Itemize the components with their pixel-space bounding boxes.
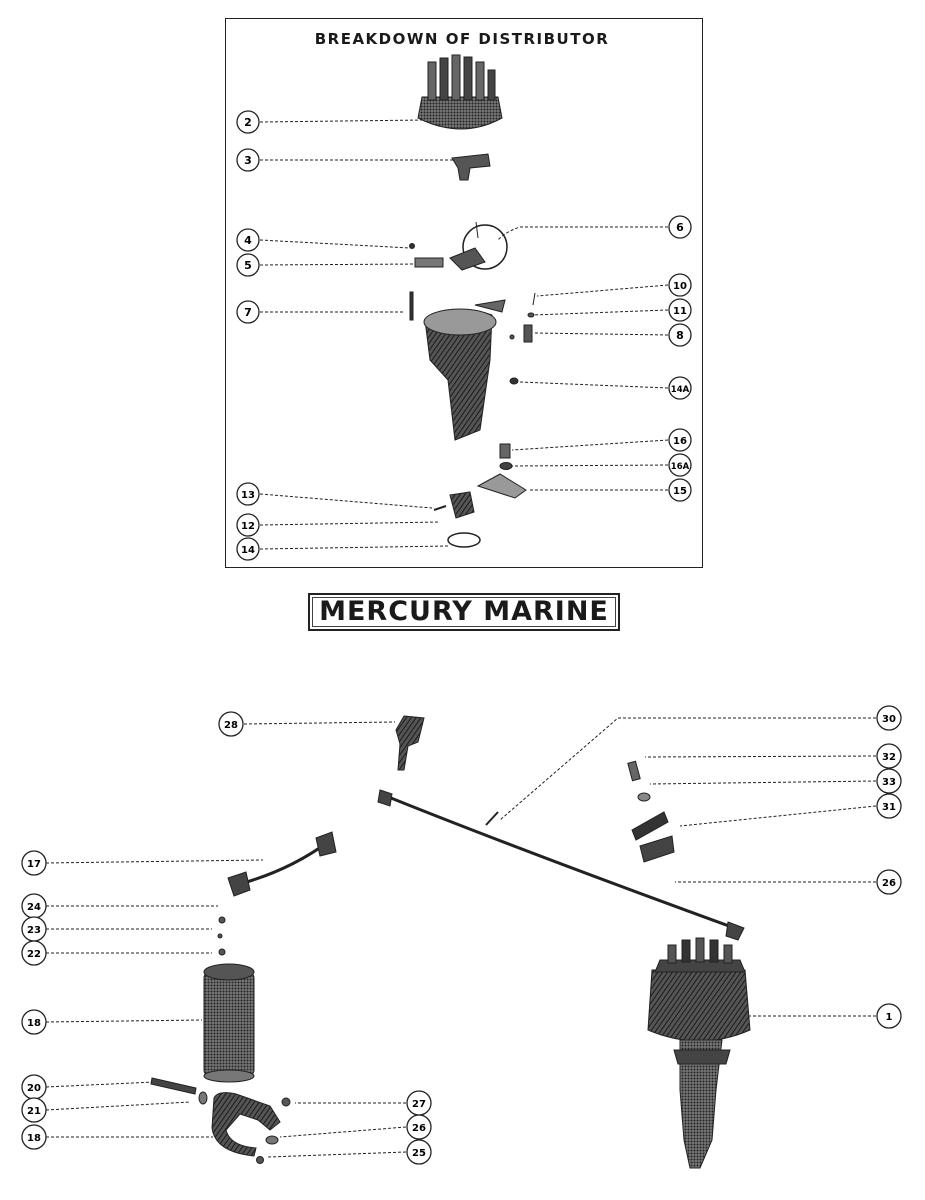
callout-22 bbox=[22, 941, 46, 965]
hold-down-parts bbox=[478, 444, 526, 498]
callout-1 bbox=[877, 1004, 901, 1028]
brand-name: MERCURY MARINE bbox=[319, 596, 609, 627]
svg-text:4: 4 bbox=[244, 234, 252, 247]
svg-text:32: 32 bbox=[882, 752, 896, 763]
callout-11 bbox=[669, 299, 691, 321]
distributor-assembly bbox=[648, 938, 750, 1168]
callout-16a bbox=[669, 454, 691, 476]
long-ignition-wire bbox=[378, 790, 744, 940]
svg-text:33: 33 bbox=[882, 777, 896, 788]
svg-text:10: 10 bbox=[673, 281, 687, 292]
callout-14 bbox=[237, 538, 259, 560]
svg-text:23: 23 bbox=[27, 925, 41, 936]
svg-text:3: 3 bbox=[244, 154, 252, 167]
svg-text:15: 15 bbox=[673, 486, 687, 497]
callout-33 bbox=[877, 769, 901, 793]
callout-2 bbox=[237, 111, 259, 133]
svg-text:16: 16 bbox=[673, 436, 687, 447]
callout-30 bbox=[877, 706, 901, 730]
callout-20 bbox=[22, 1075, 46, 1099]
callout-28 bbox=[219, 712, 243, 736]
svg-text:13: 13 bbox=[241, 490, 255, 501]
callout-26-wire bbox=[877, 870, 901, 894]
callout-23 bbox=[22, 917, 46, 941]
svg-text:31: 31 bbox=[882, 802, 896, 813]
distributor-cap bbox=[418, 55, 502, 129]
callout-15 bbox=[669, 479, 691, 501]
svg-text:21: 21 bbox=[27, 1106, 41, 1117]
callout-32 bbox=[877, 744, 901, 768]
svg-text:12: 12 bbox=[241, 521, 255, 532]
callout-13 bbox=[237, 483, 259, 505]
svg-text:30: 30 bbox=[882, 714, 896, 725]
leader-lines-lower bbox=[46, 718, 876, 1157]
callout-25 bbox=[407, 1140, 431, 1164]
coil-boot bbox=[396, 716, 424, 770]
svg-text:17: 17 bbox=[27, 859, 41, 870]
svg-text:2: 2 bbox=[244, 116, 252, 129]
callout-6 bbox=[669, 216, 691, 238]
svg-text:26: 26 bbox=[412, 1123, 426, 1134]
svg-text:22: 22 bbox=[27, 949, 41, 960]
callout-8 bbox=[669, 324, 691, 346]
svg-text:28: 28 bbox=[224, 720, 238, 731]
callout-18-coil bbox=[22, 1010, 46, 1034]
svg-text:8: 8 bbox=[676, 329, 684, 342]
svg-text:16A: 16A bbox=[670, 462, 690, 472]
clip-hardware bbox=[628, 761, 674, 862]
svg-text:25: 25 bbox=[412, 1148, 426, 1159]
svg-text:20: 20 bbox=[27, 1083, 41, 1094]
callout-27 bbox=[407, 1091, 431, 1115]
svg-text:18: 18 bbox=[27, 1133, 41, 1144]
callout-12 bbox=[237, 514, 259, 536]
short-coil-wire bbox=[228, 832, 336, 896]
svg-text:6: 6 bbox=[676, 221, 684, 234]
drive-gear-parts bbox=[434, 492, 480, 547]
breakdown-title: BREAKDOWN OF DISTRIBUTOR bbox=[314, 30, 610, 48]
small-parts-right bbox=[510, 293, 535, 384]
svg-text:11: 11 bbox=[673, 306, 687, 317]
callout-7 bbox=[237, 301, 259, 323]
callout-17 bbox=[22, 851, 46, 875]
svg-text:7: 7 bbox=[244, 306, 252, 319]
callout-5 bbox=[237, 254, 259, 276]
callout-26-washer bbox=[407, 1115, 431, 1139]
breaker-plate-assembly bbox=[410, 222, 508, 270]
rotor bbox=[452, 154, 490, 180]
svg-text:14: 14 bbox=[241, 545, 255, 556]
distributor-housing bbox=[410, 292, 505, 440]
svg-text:5: 5 bbox=[244, 259, 252, 272]
callout-16 bbox=[669, 429, 691, 451]
callout-10 bbox=[669, 274, 691, 296]
callout-24 bbox=[22, 894, 46, 918]
coil-bracket-hardware bbox=[151, 1078, 290, 1164]
svg-text:27: 27 bbox=[412, 1099, 426, 1110]
svg-text:1: 1 bbox=[885, 1012, 893, 1023]
ignition-coil bbox=[204, 964, 254, 1082]
svg-text:26: 26 bbox=[882, 878, 896, 889]
callout-4 bbox=[237, 229, 259, 251]
svg-text:14A: 14A bbox=[670, 385, 690, 395]
callout-31 bbox=[877, 794, 901, 818]
callout-21 bbox=[22, 1098, 46, 1122]
svg-text:18: 18 bbox=[27, 1018, 41, 1029]
callout-14a bbox=[669, 377, 691, 399]
callout-18-bracket bbox=[22, 1125, 46, 1149]
callout-3 bbox=[237, 149, 259, 171]
svg-text:24: 24 bbox=[27, 902, 41, 913]
coil-terminal-nuts bbox=[218, 917, 225, 955]
